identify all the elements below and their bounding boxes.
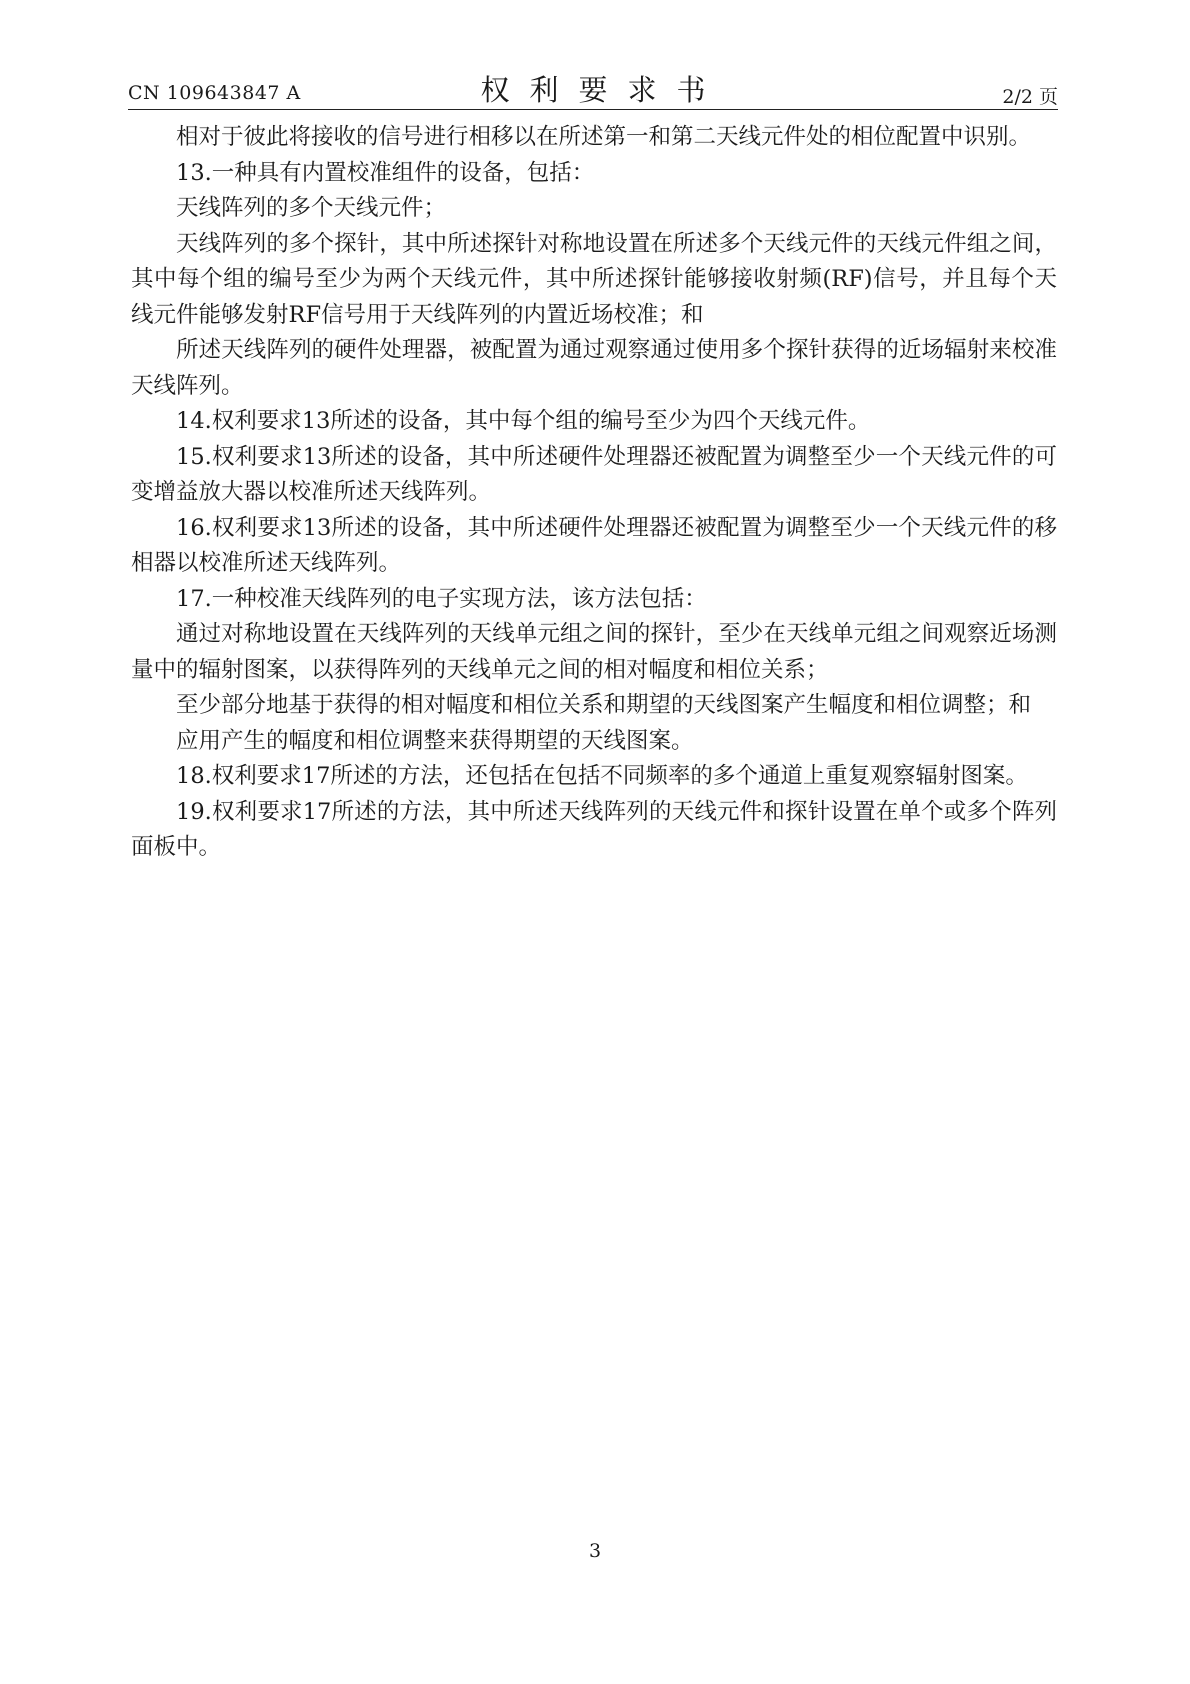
- claim-paragraph: 所述天线阵列的硬件处理器，被配置为通过观察通过使用多个探针获得的近场辐射来校准天线阵列。: [131, 337, 1057, 399]
- claim-paragraph: 至少部分地基于获得的相对幅度和相位关系和期望的天线图案产生幅度和相位调整；和: [176, 692, 1032, 718]
- claim-paragraph: 19.权利要求17所述的方法，其中所述天线阵列的天线元件和探针设置在单个或多个阵列面板中。: [131, 798, 1057, 860]
- claim-paragraph: 天线阵列的多个探针，其中所述探针对称地设置在所述多个天线元件的天线元件组之间，其中每个组的编号至少为两个天线元件，其中所述探针能够接收射频(RF)信号，并且每个天线元件能够发射RF信号用于天线阵列的内置近场校准；和: [131, 230, 1057, 328]
- claim-paragraph: 相对于彼此将接收的信号进行相移以在所述第一和第二天线元件处的相位配置中识别。: [176, 124, 1032, 150]
- claim-paragraph: 18.权利要求17所述的方法，还包括在包括不同频率的多个通道上重复观察辐射图案。: [176, 763, 1028, 789]
- page-header: [128, 68, 1058, 110]
- claims-body: [131, 120, 1057, 866]
- publication-number: CN 109643847 A: [128, 82, 301, 104]
- claim-paragraph: 15.权利要求13所述的设备，其中所述硬件处理器还被配置为调整至少一个天线元件的可变增益放大器以校准所述天线阵列。: [131, 443, 1057, 505]
- claim-paragraph: 14.权利要求13所述的设备，其中每个组的编号至少为四个天线元件。: [176, 408, 871, 434]
- claim-paragraph: 17.一种校准天线阵列的电子实现方法，该方法包括：: [176, 585, 707, 612]
- header-divider: [128, 109, 1058, 110]
- claim-paragraph: 16.权利要求13所述的设备，其中所述硬件处理器还被配置为调整至少一个天线元件的移相器以校准所述天线阵列。: [131, 514, 1057, 576]
- page-indicator: 2/2 页: [1002, 86, 1058, 108]
- page-number: 3: [588, 1540, 602, 1562]
- claim-paragraph: 13.一种具有内置校准组件的设备，包括：: [176, 159, 595, 186]
- claim-paragraph: 应用产生的幅度和相位调整来获得期望的天线图案。: [176, 727, 694, 754]
- claim-paragraph: 通过对称地设置在天线阵列的天线单元组之间的探针，至少在天线单元组之间观察近场测量中的辐射图案，以获得阵列的天线单元之间的相对幅度和相位关系；: [131, 621, 1057, 683]
- claim-paragraph: 天线阵列的多个天线元件；: [176, 195, 447, 221]
- document-title: 权利要求书: [480, 73, 726, 107]
